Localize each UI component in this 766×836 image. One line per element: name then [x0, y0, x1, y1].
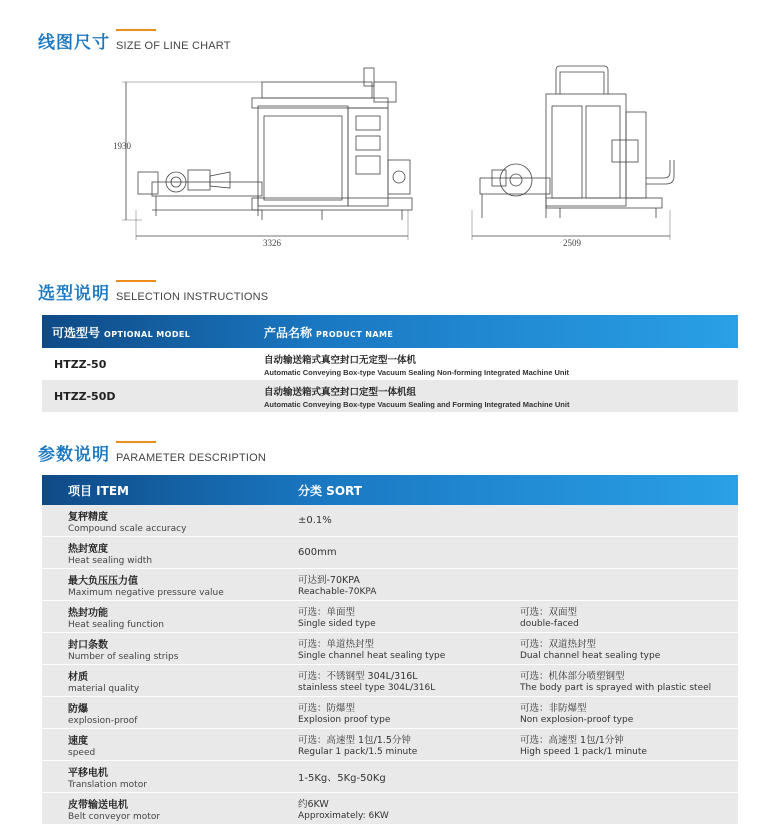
- param-cn: 材质: [68, 671, 88, 683]
- title-accent-bar: [116, 441, 156, 443]
- param-cn: 速度: [68, 735, 88, 747]
- param-value: 1-5Kg、5Kg-50Kg: [298, 773, 386, 784]
- param-en: Heat sealing width: [68, 555, 153, 566]
- table-row: [42, 537, 738, 569]
- param-option-en: Dual channel heat sealing type: [520, 651, 661, 661]
- param-option-cn: 可选：非防爆型: [520, 703, 587, 714]
- section-title-cn: 线图尺寸: [38, 33, 110, 53]
- product-name-en: Automatic Conveying Box-type Vacuum Sealing and Forming Integrated Machine Unit: [264, 399, 570, 409]
- param-cn: 防爆: [68, 703, 88, 715]
- param-cn: 热封功能: [68, 607, 108, 619]
- table-row: [42, 665, 738, 697]
- param-value-cn: 可选：单面型: [298, 607, 356, 618]
- product-name-cn: 自动输送箱式真空封口无定型一体机: [264, 354, 417, 366]
- section-title-selection: [38, 279, 268, 304]
- param-en: speed: [68, 747, 96, 758]
- param-en: Compound scale accuracy: [68, 523, 187, 534]
- param-option-en: Non explosion-proof type: [520, 715, 634, 725]
- dimension-height: 1930: [113, 141, 131, 151]
- header-name-cn: 产品名称: [264, 326, 313, 340]
- model-cell: HTZZ-50: [54, 357, 107, 371]
- param-value: 600mm: [298, 547, 337, 558]
- param-value-en: Reachable-70KPA: [298, 587, 377, 597]
- param-option-en: High speed 1 pack/1 minute: [520, 747, 647, 757]
- table-row: [42, 380, 738, 412]
- param-option-cn: 可选：双面型: [520, 607, 578, 618]
- section-title-en: SIZE OF LINE CHART: [116, 40, 231, 52]
- param-value-en: Explosion proof type: [298, 715, 391, 725]
- product-name-cn: 自动输送箱式真空封口定型一体机组: [264, 386, 417, 398]
- front-view-drawing: [112, 60, 432, 260]
- parameter-table-header: [42, 475, 738, 505]
- header-model-en: OPTIONAL MODEL: [104, 330, 191, 339]
- param-en: Belt conveyor motor: [68, 811, 161, 822]
- section-title-size: [38, 28, 231, 53]
- section-title-parameter: [38, 440, 266, 465]
- param-option-en: double-faced: [520, 619, 579, 629]
- title-accent-bar: [116, 29, 156, 31]
- param-option-en: The body part is sprayed with plastic steel: [520, 683, 712, 693]
- parameter-table: [42, 475, 738, 825]
- param-option-cn: 可选：高速型 1包/1分钟: [520, 735, 624, 746]
- model-cell: HTZZ-50D: [54, 389, 116, 403]
- section-title-en: PARAMETER DESCRIPTION: [116, 452, 267, 464]
- param-en: material quality: [68, 683, 140, 694]
- header-name-en: PRODUCT NAME: [316, 330, 394, 339]
- param-value-cn: 约6KW: [298, 799, 329, 810]
- param-value-cn: 可选：不锈钢型 304L/316L: [298, 671, 418, 682]
- header-item: 项目 ITEM: [68, 483, 129, 498]
- param-value-cn: 可选：单道热封型: [298, 639, 375, 650]
- param-value-en: Regular 1 pack/1.5 minute: [298, 747, 418, 757]
- param-value-cn: 可选：防爆型: [298, 703, 356, 714]
- table-row: [42, 569, 738, 601]
- table-row: [42, 505, 738, 537]
- selection-table: [42, 315, 738, 412]
- param-value-cn: 可选：高速型 1包/1.5分钟: [298, 735, 411, 746]
- param-en: Heat sealing function: [68, 619, 164, 630]
- dimension-width-front: 3326: [263, 238, 281, 248]
- param-en: Maximum negative pressure value: [68, 587, 224, 598]
- table-row: [42, 633, 738, 665]
- param-cn: 皮带输送电机: [68, 799, 128, 811]
- header-sort: 分类 SORT: [298, 483, 362, 498]
- param-en: Translation motor: [68, 779, 147, 790]
- param-value-en: Approximately: 6KW: [298, 811, 389, 821]
- product-name-en: Automatic Conveying Box-type Vacuum Sealing Non-forming Integrated Machine Unit: [264, 367, 570, 377]
- param-option-cn: 可选：机体部分喷塑钢型: [520, 671, 625, 682]
- table-row: [42, 348, 738, 380]
- param-cn: 热封宽度: [68, 543, 108, 555]
- table-row: [42, 793, 738, 825]
- param-option-cn: 可选：双道热封型: [520, 639, 597, 650]
- dimension-width-side: 2509: [563, 238, 581, 248]
- table-row: [42, 601, 738, 633]
- title-accent-bar: [116, 280, 156, 282]
- param-en: Number of sealing strips: [68, 651, 179, 662]
- param-cn: 最大负压压力值: [68, 575, 138, 587]
- section-title-cn: 选型说明: [38, 284, 110, 304]
- table-row: [42, 729, 738, 761]
- param-value-en: stainless steel type 304L/316L: [298, 683, 436, 693]
- table-row: [42, 761, 738, 793]
- selection-table-header: [42, 315, 738, 348]
- header-model-cn: 可选型号: [52, 326, 101, 340]
- param-value-cn: 可达到-70KPA: [298, 575, 360, 586]
- param-en: explosion-proof: [68, 715, 138, 726]
- section-title-cn: 参数说明: [38, 445, 110, 465]
- param-value-en: Single sided type: [298, 619, 376, 629]
- side-view-drawing: [460, 60, 690, 260]
- param-value: ±0.1%: [298, 515, 332, 526]
- param-cn: 复秤精度: [68, 511, 108, 523]
- param-cn: 平移电机: [68, 767, 108, 779]
- param-cn: 封口条数: [68, 639, 108, 651]
- section-title-en: SELECTION INSTRUCTIONS: [116, 291, 269, 303]
- table-row: [42, 697, 738, 729]
- param-value-en: Single channel heat sealing type: [298, 651, 446, 661]
